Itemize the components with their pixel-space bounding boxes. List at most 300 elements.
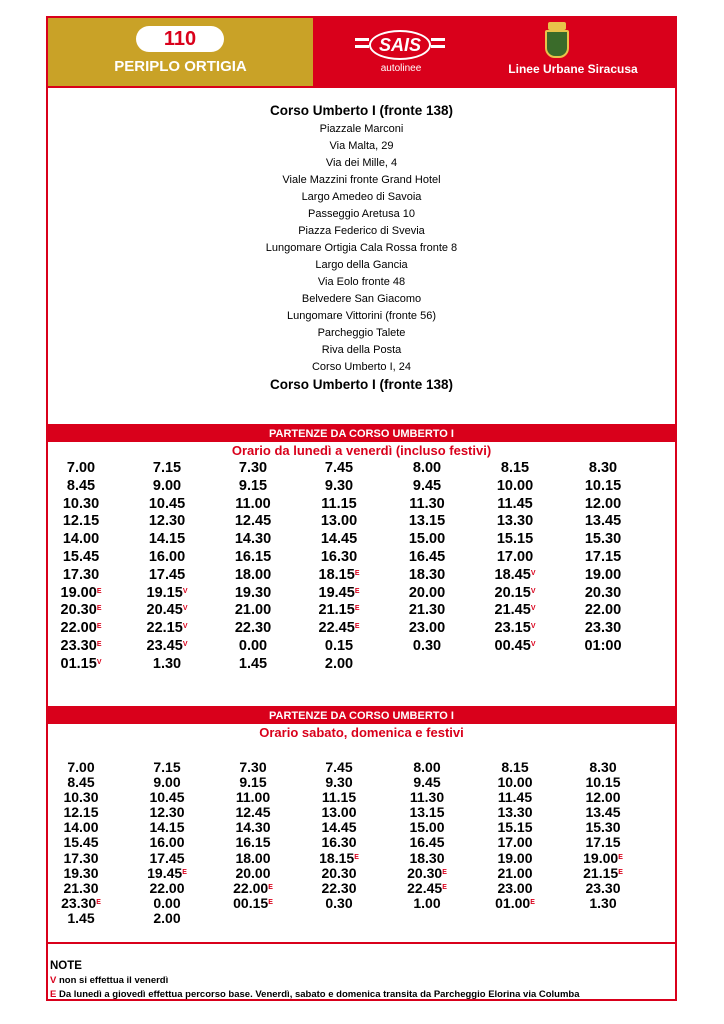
departure-time — [470, 530, 560, 548]
time-value: 17.45 — [149, 849, 185, 866]
time-value: 0.00 — [153, 894, 181, 911]
departure-time — [294, 619, 384, 637]
departure-time — [294, 805, 384, 820]
departure-time — [382, 790, 472, 805]
departure-time — [294, 566, 384, 584]
departure-time — [208, 655, 298, 673]
time-flag: E — [354, 623, 360, 631]
stop-item: Piazza Federico di Svevia — [298, 225, 425, 237]
departure-time — [36, 566, 126, 584]
time-value: 12.00 — [584, 495, 622, 512]
time-value: 10.30 — [62, 495, 100, 512]
departure-time — [208, 896, 298, 911]
timetable-row — [48, 851, 675, 866]
departure-time — [36, 820, 126, 835]
stop-item: Passeggio Aretusa 10 — [307, 208, 416, 220]
time-value: 19.00 — [497, 849, 533, 866]
departure-time — [208, 866, 298, 881]
departure-time — [558, 495, 648, 513]
departure-time — [558, 512, 648, 530]
departure-time — [294, 530, 384, 548]
stop-item: Via Malta, 29 — [329, 140, 394, 152]
departure-time — [294, 760, 384, 775]
departure-time — [208, 881, 298, 896]
departure-time — [36, 835, 126, 850]
departure-time — [382, 851, 472, 866]
time-flag: V — [182, 623, 188, 631]
time-flag: E — [618, 868, 623, 876]
departure-time — [208, 790, 298, 805]
time-value: 01:00 — [584, 637, 622, 654]
departure-time — [36, 881, 126, 896]
route-header — [48, 18, 313, 86]
departure-time — [122, 477, 212, 495]
departure-time — [208, 548, 298, 566]
departure-time — [558, 566, 648, 584]
departure-time — [558, 835, 648, 850]
time-value: 7.30 — [239, 759, 267, 775]
departure-time — [208, 566, 298, 584]
departure-time — [382, 495, 472, 513]
departure-time — [122, 760, 212, 775]
time-value: 20.30 — [584, 584, 622, 601]
departure-time — [470, 820, 560, 835]
departure-time — [382, 619, 472, 637]
time-value: 15.00 — [409, 819, 445, 836]
time-value: 17.00 — [497, 834, 533, 851]
time-value: 17.30 — [63, 849, 99, 866]
time-value: 11.30 — [409, 495, 445, 512]
time-value: 1.45 — [238, 655, 268, 672]
time-value: 18.30 — [409, 849, 445, 866]
time-flag: E — [354, 605, 360, 613]
departure-time — [208, 851, 298, 866]
time-value: 21.30 — [408, 602, 446, 619]
departure-time — [470, 835, 560, 850]
time-value: 10.45 — [149, 789, 185, 806]
time-value: 9.15 — [238, 477, 268, 494]
time-value: 17.00 — [496, 548, 534, 565]
departure-time — [294, 896, 384, 911]
time-flag: E — [442, 868, 447, 876]
time-value: 23.00 — [497, 879, 533, 896]
departure-time — [36, 619, 126, 637]
departure-time — [470, 495, 560, 513]
time-flag: E — [268, 898, 273, 906]
departure-time — [470, 805, 560, 820]
stop-item: Piazzale Marconi — [319, 123, 404, 135]
time-value: 0.00 — [238, 637, 268, 654]
time-value: 8.00 — [413, 759, 441, 775]
departure-time — [382, 566, 472, 584]
time-value: 14.30 — [234, 531, 272, 548]
departure-time — [208, 775, 298, 790]
stop-item: Largo Amedeo di Savoia — [301, 191, 422, 203]
departure-time — [122, 881, 212, 896]
departure-time — [294, 495, 384, 513]
departure-time — [208, 495, 298, 513]
departure-time — [382, 881, 472, 896]
time-value: 11.15 — [321, 495, 357, 512]
time-value: 12.15 — [63, 804, 99, 821]
departure-time — [36, 477, 126, 495]
departure-time — [294, 548, 384, 566]
time-value: 23.45 — [146, 637, 183, 654]
timetable-row — [48, 601, 675, 619]
time-flag: E — [96, 640, 102, 648]
departure-time — [208, 820, 298, 835]
company-header — [313, 18, 675, 86]
time-value: 7.15 — [152, 460, 182, 476]
time-flag: E — [96, 623, 102, 631]
departure-time — [558, 775, 648, 790]
time-value: 17.30 — [62, 566, 100, 583]
stop-item: Belvedere San Giacomo — [301, 293, 422, 305]
time-value: 15.15 — [497, 819, 533, 836]
time-value: 21.30 — [63, 879, 99, 896]
time-value: 15.30 — [585, 819, 621, 836]
time-value: 0.15 — [324, 637, 354, 654]
timetable-row — [48, 566, 675, 584]
time-value: 21.00 — [234, 602, 272, 619]
departure-time — [122, 619, 212, 637]
time-value: 16.45 — [409, 834, 445, 851]
time-value: 20.30 — [60, 602, 97, 619]
departure-time — [36, 805, 126, 820]
time-value: 19.30 — [63, 864, 99, 881]
departure-time — [558, 760, 648, 775]
time-flag: E — [354, 587, 360, 595]
departure-time — [36, 911, 126, 926]
time-value: 16.30 — [321, 834, 357, 851]
timetable-row — [48, 477, 675, 495]
time-value: 11.00 — [235, 789, 271, 806]
time-flag: V — [530, 605, 536, 613]
departure-time — [382, 601, 472, 619]
time-value: 22.30 — [234, 620, 272, 637]
timetable-row — [48, 459, 675, 477]
departure-time — [208, 835, 298, 850]
departure-time — [122, 601, 212, 619]
time-flag: E — [530, 898, 535, 906]
departure-time — [558, 477, 648, 495]
time-flag: E — [96, 898, 101, 906]
departure-time — [382, 805, 472, 820]
time-flag: V — [182, 640, 188, 648]
last-stop: Corso Umberto I (fronte 138) — [269, 377, 454, 392]
timetable-row — [48, 866, 675, 881]
time-value: 21.15 — [583, 864, 619, 881]
departure-time — [36, 601, 126, 619]
time-value: 14.15 — [148, 531, 186, 548]
sais-logo-text: SAIS — [369, 30, 431, 60]
departure-time — [470, 775, 560, 790]
time-value: 8.30 — [589, 759, 617, 775]
departure-time — [36, 548, 126, 566]
time-value: 22.15 — [146, 620, 183, 637]
stop-list — [48, 102, 675, 394]
time-value: 19.45 — [318, 584, 355, 601]
departure-time — [122, 805, 212, 820]
time-value: 8.15 — [501, 759, 529, 775]
departure-time — [208, 459, 298, 477]
time-value: 18.30 — [408, 566, 446, 583]
timetable-row — [48, 655, 675, 673]
departure-time — [470, 512, 560, 530]
departure-time — [558, 866, 648, 881]
departure-time — [208, 584, 298, 602]
departure-time — [382, 866, 472, 881]
time-value: 9.45 — [413, 774, 441, 791]
departure-time — [36, 459, 126, 477]
departure-time — [382, 775, 472, 790]
departure-time — [382, 760, 472, 775]
time-value: 8.15 — [500, 460, 530, 476]
departure-time — [558, 820, 648, 835]
timetable-row — [48, 760, 675, 775]
time-value: 1.30 — [152, 655, 182, 672]
time-value: 11.45 — [497, 495, 533, 512]
time-value: 17.45 — [148, 566, 186, 583]
notes — [50, 958, 670, 1002]
departure-time — [36, 896, 126, 911]
time-value: 18.15 — [319, 849, 355, 866]
time-flag: E — [618, 853, 623, 861]
departure-time — [208, 619, 298, 637]
timetable-row — [48, 512, 675, 530]
timetable-row — [48, 805, 675, 820]
departure-time — [36, 760, 126, 775]
departure-time — [558, 584, 648, 602]
time-value: 18.00 — [234, 566, 272, 583]
time-value: 1.30 — [589, 894, 617, 911]
departure-time — [122, 530, 212, 548]
time-value: 13.00 — [320, 513, 358, 530]
departure-time — [36, 775, 126, 790]
timetable-row — [48, 896, 675, 911]
departure-time — [294, 866, 384, 881]
time-value: 23.30 — [585, 879, 621, 896]
departure-time — [36, 495, 126, 513]
departure-time — [470, 866, 560, 881]
departure-time — [122, 566, 212, 584]
stop-item: Via dei Mille, 4 — [325, 157, 398, 169]
time-value: 1.00 — [413, 894, 441, 911]
time-value: 20.00 — [408, 584, 446, 601]
departure-time — [470, 760, 560, 775]
time-value: 20.30 — [321, 864, 357, 881]
time-value: 22.00 — [149, 879, 185, 896]
time-value: 23.15 — [494, 620, 531, 637]
stop-item: Lungomare Ortigia Cala Rossa fronte 8 — [265, 242, 458, 254]
time-value: 10.15 — [585, 774, 621, 791]
time-value: 21.45 — [494, 602, 531, 619]
timetable-row — [48, 775, 675, 790]
departure-time — [294, 851, 384, 866]
departure-time — [122, 637, 212, 655]
time-value: 14.00 — [62, 531, 100, 548]
first-stop: Corso Umberto I (fronte 138) — [269, 103, 454, 118]
time-value: 20.30 — [407, 864, 443, 881]
departure-time — [122, 896, 212, 911]
route-number: 110 — [136, 26, 224, 52]
departure-time — [470, 548, 560, 566]
note-e-text: Da lunedì a giovedì effettua percorso base. Venerdì, sabato e domenica transita da Parcheggio Elorina via Columba — [56, 989, 580, 1000]
departure-time — [558, 805, 648, 820]
timetable-row — [48, 530, 675, 548]
time-value: 19.45 — [147, 864, 183, 881]
departure-time — [382, 820, 472, 835]
departure-time — [470, 601, 560, 619]
time-value: 22.45 — [407, 879, 443, 896]
departure-time — [294, 655, 384, 673]
city-label: Linee Urbane Siracusa — [508, 62, 638, 76]
weekend-section-bar: PARTENZE DA CORSO UMBERTO I — [48, 708, 675, 724]
departure-time — [382, 835, 472, 850]
time-value: 10.00 — [496, 477, 534, 494]
departure-time — [122, 866, 212, 881]
time-value: 10.30 — [63, 789, 99, 806]
notes-title: NOTE — [50, 960, 82, 972]
departure-time — [382, 530, 472, 548]
time-value: 7.00 — [67, 759, 95, 775]
time-value: 12.00 — [585, 789, 621, 806]
departure-time — [470, 851, 560, 866]
departure-time — [470, 637, 560, 655]
departure-time — [294, 601, 384, 619]
time-value: 14.45 — [320, 531, 358, 548]
time-value: 14.00 — [63, 819, 99, 836]
departure-time — [294, 820, 384, 835]
time-flag: E — [268, 883, 273, 891]
departure-time — [36, 637, 126, 655]
time-value: 19.30 — [234, 584, 272, 601]
weekday-section-bar: PARTENZE DA CORSO UMBERTO I — [48, 426, 675, 442]
time-value: 9.00 — [153, 774, 181, 791]
time-value: 22.45 — [318, 620, 355, 637]
time-value: 0.30 — [412, 637, 442, 654]
time-value: 16.15 — [234, 548, 272, 565]
logo-wing-left — [355, 38, 369, 48]
time-value: 16.00 — [149, 834, 185, 851]
weekday-timetable — [48, 459, 675, 673]
departure-time — [294, 775, 384, 790]
time-value: 12.45 — [234, 513, 272, 530]
departure-time — [470, 790, 560, 805]
departure-time — [36, 584, 126, 602]
time-value: 9.30 — [324, 477, 354, 494]
time-flag: V — [182, 605, 188, 613]
departure-time — [558, 619, 648, 637]
time-value: 01.00 — [495, 894, 531, 911]
departure-time — [294, 637, 384, 655]
time-value: 12.45 — [235, 804, 271, 821]
departure-time — [122, 851, 212, 866]
departure-time — [36, 851, 126, 866]
departure-time — [470, 896, 560, 911]
departure-time — [382, 477, 472, 495]
time-flag: V — [96, 658, 102, 666]
time-value: 8.00 — [412, 460, 442, 476]
departure-time — [36, 866, 126, 881]
time-flag: E — [354, 853, 359, 861]
time-value: 15.15 — [496, 531, 534, 548]
stop-item: Parcheggio Talete — [317, 327, 406, 339]
time-flag: V — [182, 587, 188, 595]
departure-time — [208, 637, 298, 655]
departure-time — [558, 548, 648, 566]
time-value: 1.45 — [67, 909, 95, 926]
timetable-row — [48, 911, 675, 926]
time-flag: E — [442, 883, 447, 891]
time-value: 9.00 — [152, 477, 182, 494]
departure-time — [558, 530, 648, 548]
time-value: 16.15 — [235, 834, 271, 851]
sais-logo — [355, 30, 447, 80]
weekend-schedule-title: Orario sabato, domenica e festivi — [259, 725, 464, 740]
stop-item: Viale Mazzini fronte Grand Hotel — [282, 174, 441, 186]
time-value: 7.15 — [153, 759, 181, 775]
departure-time — [558, 601, 648, 619]
departure-time — [470, 566, 560, 584]
departure-time — [122, 495, 212, 513]
time-value: 9.30 — [325, 774, 353, 791]
time-value: 0.30 — [325, 894, 353, 911]
time-value: 11.30 — [409, 789, 445, 806]
time-value: 10.45 — [148, 495, 186, 512]
departure-time — [294, 584, 384, 602]
time-value: 13.15 — [408, 513, 446, 530]
timetable-row — [48, 619, 675, 637]
time-value: 8.45 — [67, 774, 95, 791]
departure-time — [470, 619, 560, 637]
time-value: 19.15 — [146, 584, 183, 601]
departure-time — [122, 512, 212, 530]
timetable-frame — [46, 16, 677, 1001]
time-value: 00.45 — [494, 637, 531, 654]
departure-time — [558, 896, 648, 911]
time-value: 13.15 — [409, 804, 445, 821]
timetable-row — [48, 637, 675, 655]
departure-time — [36, 530, 126, 548]
time-value: 23.30 — [60, 637, 97, 654]
departure-time — [36, 655, 126, 673]
section-divider — [48, 942, 675, 944]
departure-time — [208, 477, 298, 495]
departure-time — [122, 835, 212, 850]
departure-time — [558, 459, 648, 477]
departure-time — [208, 530, 298, 548]
time-value: 19.00 — [60, 584, 97, 601]
time-value: 9.15 — [239, 774, 267, 791]
time-value: 22.00 — [233, 879, 269, 896]
time-value: 21.15 — [318, 602, 355, 619]
time-value: 15.45 — [63, 834, 99, 851]
time-value: 7.45 — [325, 759, 353, 775]
time-value: 20.00 — [235, 864, 271, 881]
timetable-row — [48, 548, 675, 566]
time-value: 12.30 — [148, 513, 186, 530]
time-value: 13.00 — [321, 804, 357, 821]
time-value: 11.45 — [497, 789, 533, 806]
time-value: 13.45 — [585, 804, 621, 821]
time-value: 01.15 — [60, 655, 97, 672]
time-value: 16.45 — [408, 548, 446, 565]
departure-time — [122, 655, 212, 673]
departure-time — [382, 637, 472, 655]
time-value: 20.15 — [494, 584, 531, 601]
time-value: 13.30 — [497, 804, 533, 821]
